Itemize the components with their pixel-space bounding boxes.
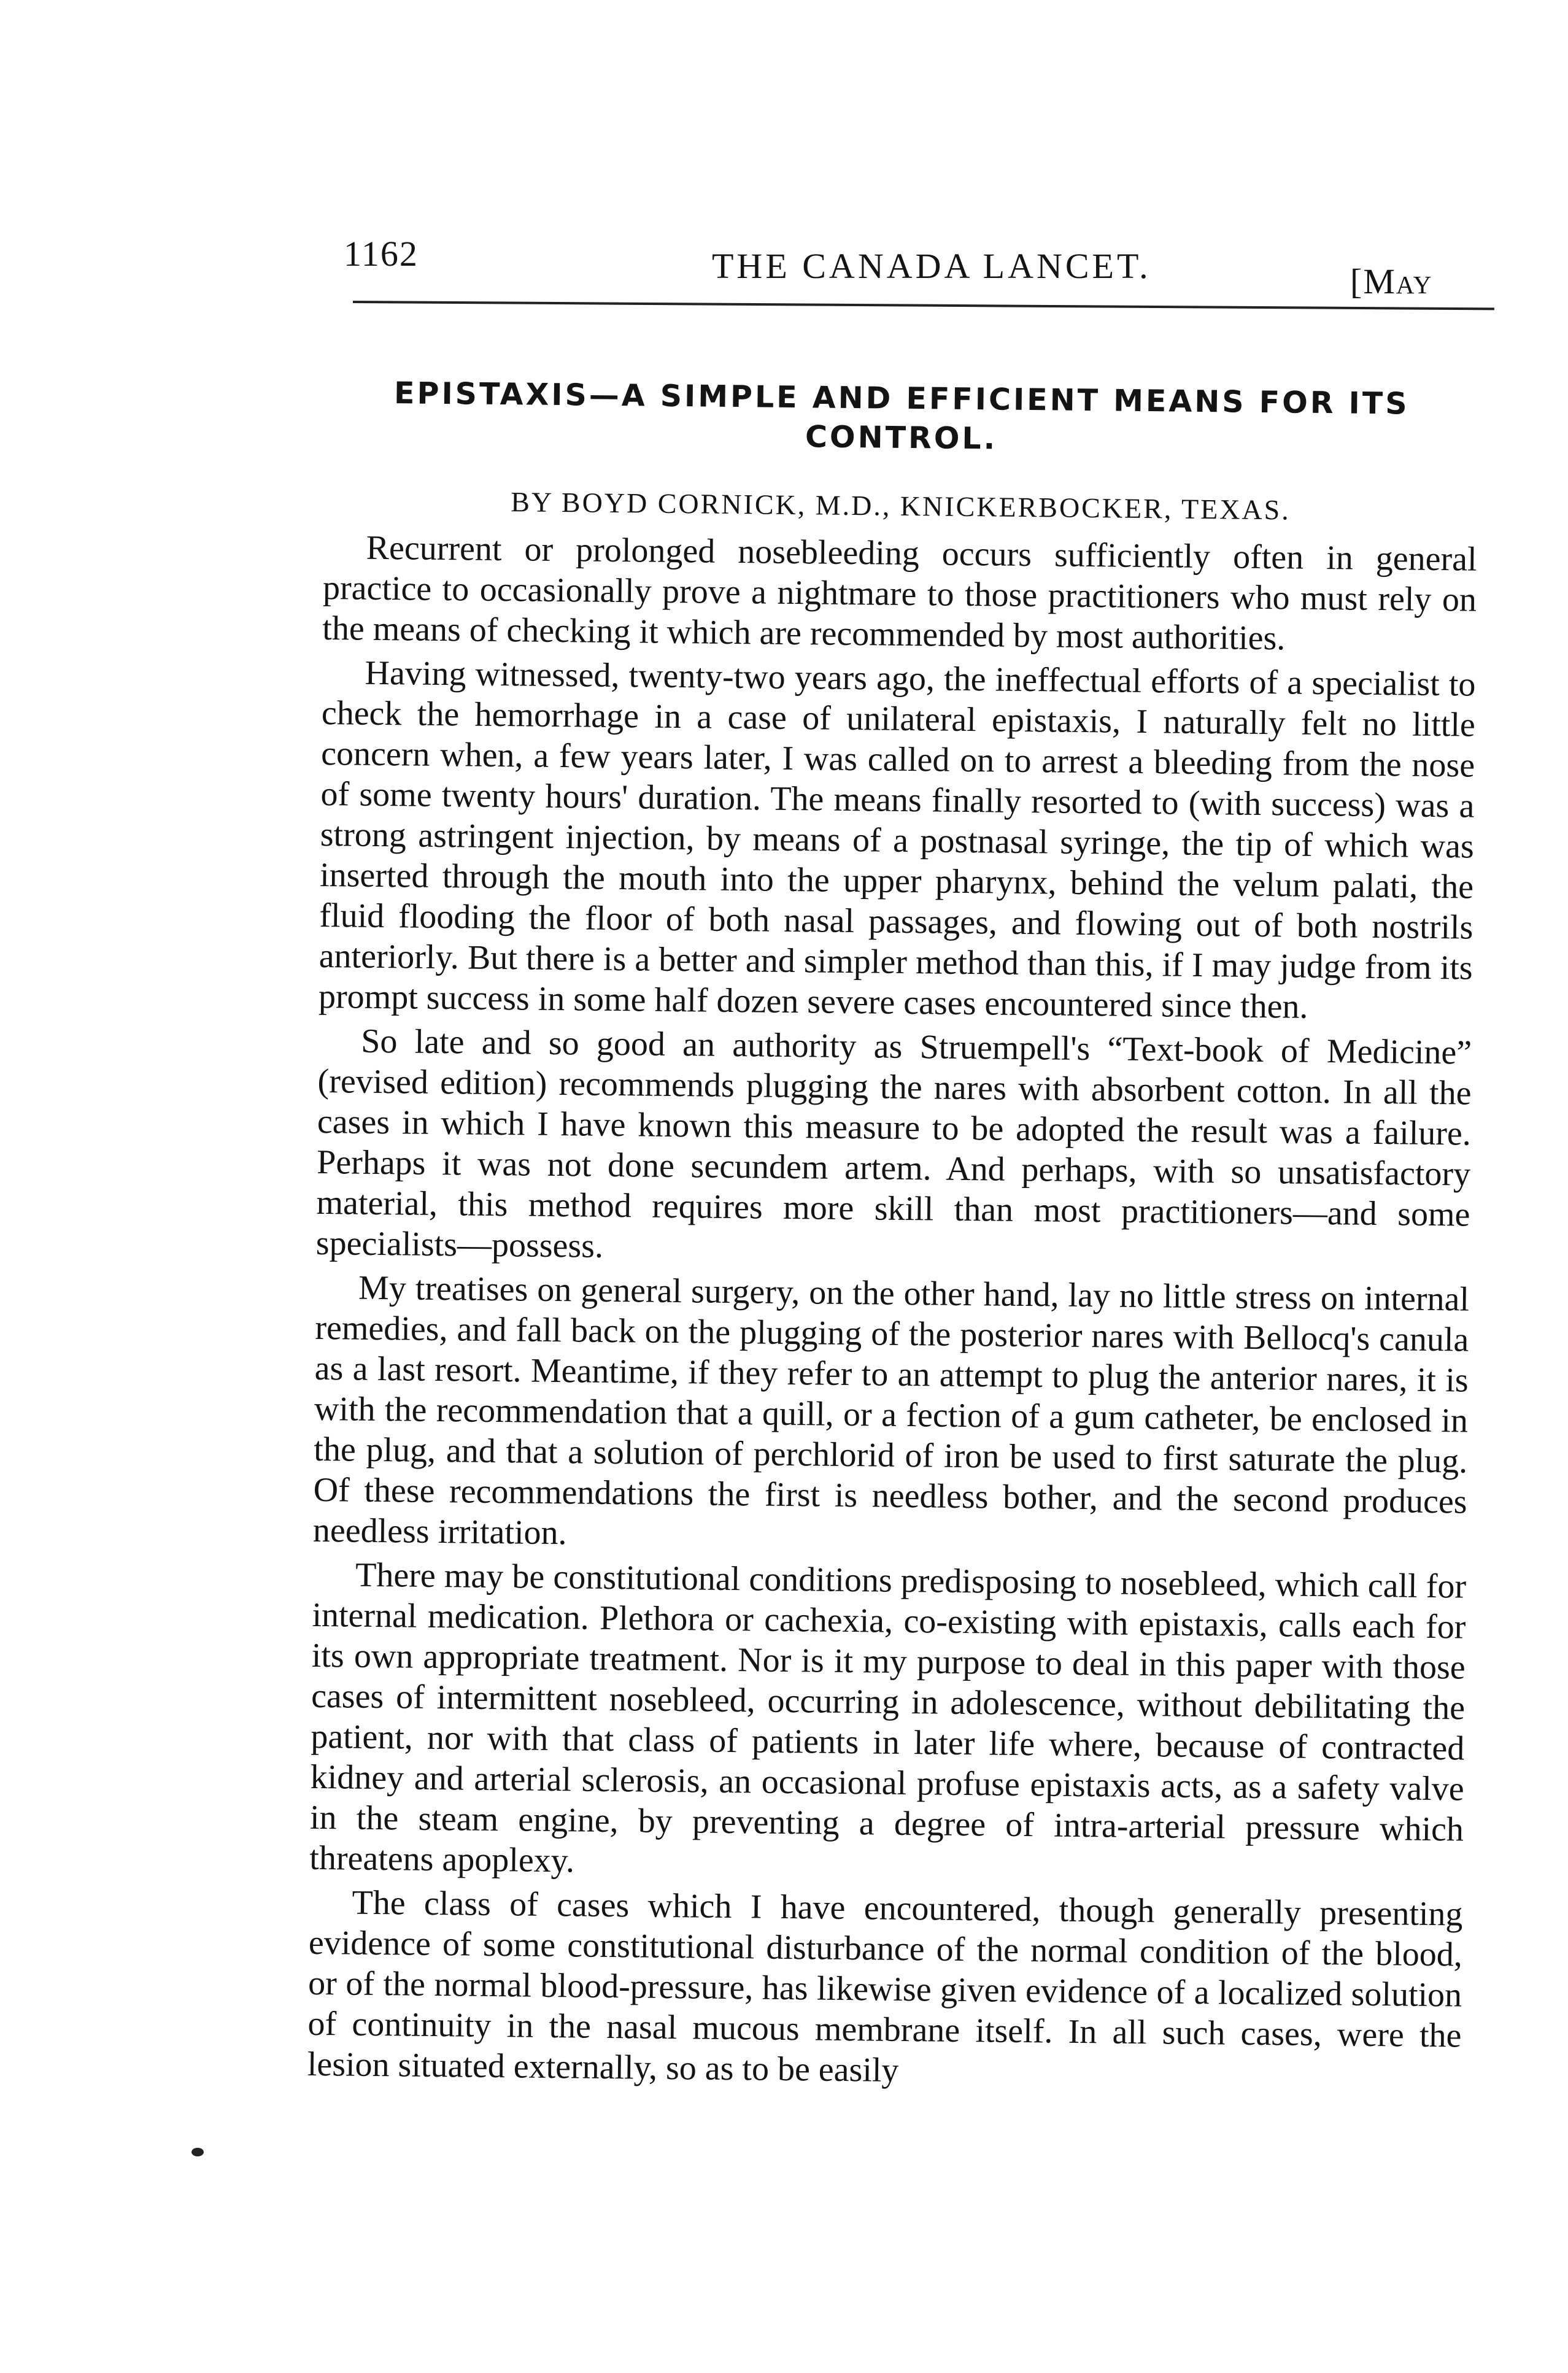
paragraph-2: Having witnessed, twenty-two years ago, the ineffectual efforts of a specialist to check the hemorrhage in a case of unilateral epistaxis, I naturally felt no little concern when, a few years later, I was called on to arrest a bleeding from the nose of some twenty hours' duration. The means finally resorted to (with success) was a strong astringent injection, by means of a postnasal syringe, the tip of which was inserted through the mouth into the upper pharynx, behind the velum palati, the fluid flooding the floor of both nasal passages, and flowing out of both nostrils anteriorly. But there is a better and simpler method than this, if I may judge from its prompt success in some half dozen severe cases encountered since then.: [318, 654, 1476, 1026]
paragraph-1: Recurrent or prolonged nosebleeding occurs sufficiently often in general practice to occasionally prove a nightmare to those practitioners who must rely on the means of checking it which are recommended by most authorities.: [322, 528, 1477, 658]
article: [307, 356, 1478, 2101]
article-title: EPISTAXIS—A SIMPLE AND EFFICIENT MEANS FOR ITS CONTROL.: [393, 376, 1410, 457]
running-head: [344, 227, 1485, 301]
page-number: 1162: [344, 234, 419, 274]
article-byline: BY BOYD CORNICK, M.D., KNICKERBOCKER, TEXAS.: [510, 486, 1291, 526]
paragraph-5: There may be constitutional conditions predisposing to nosebleed, which call for internal medication. Plethora or cachexia, co-existing with epistaxis, calls each for its own appropriate treatment. Nor is it my purpose to deal in this paper with those cases of intermittent nosebleed, occurring in adolescence, without debilitating the patient, nor with that class of patients in later life where, because of contracted kidney and arterial sclerosis, an occasional profuse epistaxis acts, as a safety valve in the steam engine, by preventing a degree of intra-arterial pressure which threatens apoplexy.: [309, 1556, 1467, 1880]
paragraph-4: My treatises on general surgery, on the other hand, lay no little stress on internal remedies, and fall back on the plugging of the posterior nares with Bellocq's canula as a last resort. Meantime, if they refer to an attempt to plug the anterior nares, it is with the recommendation that a quill, or a fection of a gum catheter, be enclosed in the plug, and that a solution of perchlorid of iron be used to first saturate the plug. Of these recommendations the first is needless bother, and the second produces needless irritation.: [312, 1268, 1470, 1553]
paragraph-6: The class of cases which I have encountered, though generally presenting evidence of some constitutional disturbance of the normal condition of the blood, or of the normal blood-pressure, has likewise given evidence of a localized solution of continuity in the nasal mucous membrane itself. In all such cases, were the lesion situated externally, so as to be easily: [307, 1883, 1463, 2089]
paragraph-3: So late and so good an authority as Struempell's “Text-book of Medicine” (revised edition) recommends plugging the nares with absorbent cotton. In all the cases in which I have known this measure to be adopted the result was a failure. Perhaps it was not done secundem artem. And perhaps, with so unsatisfactory material, this method requires more skill than most practitioners—and some specialists—possess.: [315, 1022, 1472, 1265]
ink-speck: [191, 2148, 204, 2156]
issue-month: [May: [1350, 261, 1433, 301]
header-rule: [353, 301, 1494, 310]
journal-title: THE CANADA LANCET.: [712, 246, 1151, 286]
